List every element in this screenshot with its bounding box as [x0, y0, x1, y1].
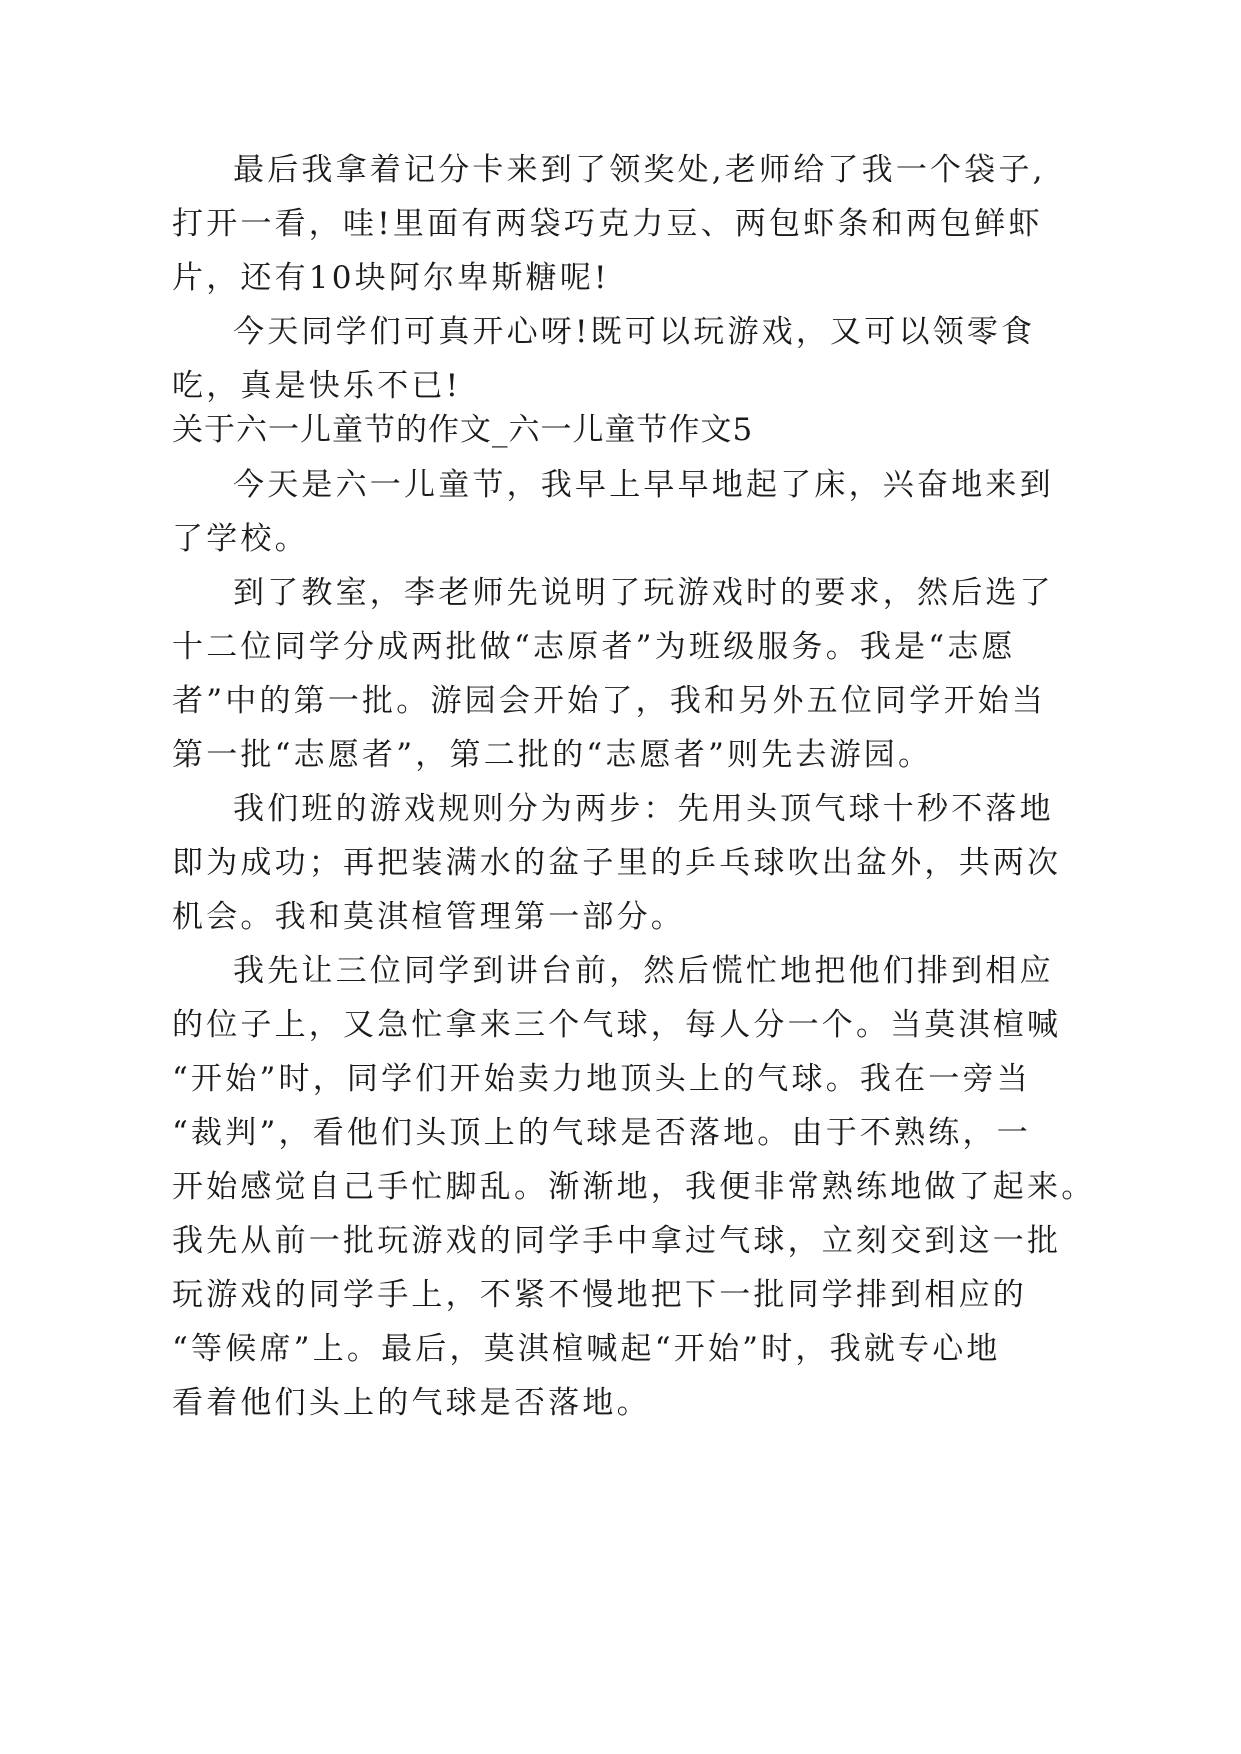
- text-line: 吃，真是快乐不已!: [172, 368, 462, 404]
- text-line: 最后我拿着记分卡来到了领奖处,老师给了我一个袋子,: [233, 152, 1046, 188]
- text-line: 机会。我和莫淇楦管理第一部分。: [172, 899, 685, 935]
- section-heading: 关于六一儿童节的作文_六一儿童节作文5: [172, 412, 754, 448]
- text-line: 了学校。: [172, 521, 309, 557]
- text-line: 我们班的游戏规则分为两步：先用头顶气球十秒不落地: [233, 791, 1054, 827]
- text-line: 第一批“志愿者”，第二批的“志愿者”则先去游园。: [172, 737, 933, 773]
- text-line: “裁判”，看他们头顶上的气球是否落地。由于不熟练，一: [172, 1115, 1031, 1151]
- text-line: 我先让三位同学到讲台前，然后慌忙地把他们排到相应: [233, 953, 1054, 989]
- text-line: 玩游戏的同学手上，不紧不慢地把下一批同学排到相应的: [172, 1277, 1027, 1313]
- text-line: 到了教室，李老师先说明了玩游戏时的要求，然后选了: [233, 575, 1054, 611]
- text-line: “开始”时，同学们开始卖力地顶头上的气球。我在一旁当: [172, 1061, 1031, 1097]
- text-line: “等候席”上。最后，莫淇楦喊起“开始”时，我就专心地: [172, 1331, 1001, 1367]
- text-line: 我先从前一批玩游戏的同学手中拿过气球，立刻交到这一批: [172, 1223, 1062, 1259]
- text-line: 打开一看，哇!里面有两袋巧克力豆、两包虾条和两包鲜虾: [172, 206, 1043, 242]
- text-line: 片，还有10块阿尔卑斯糖呢!: [172, 260, 610, 296]
- text-line: 十二位同学分成两批做“志原者”为班级服务。我是“志愿: [172, 629, 1016, 665]
- text-line: 的位子上，又急忙拿来三个气球，每人分一个。当莫淇楦喊: [172, 1007, 1062, 1043]
- text-line: 开始感觉自己手忙脚乱。渐渐地，我便非常熟练地做了起来。: [172, 1169, 1096, 1205]
- text-line: 者”中的第一批。游园会开始了，我和另外五位同学开始当: [172, 683, 1047, 719]
- text-line: 今天同学们可真开心呀!既可以玩游戏，又可以领零食: [233, 314, 1036, 350]
- text-line: 看着他们头上的气球是否落地。: [172, 1385, 651, 1421]
- text-line: 即为成功；再把装满水的盆子里的乒乓球吹出盆外，共两次: [172, 845, 1062, 881]
- text-line: 今天是六一儿童节，我早上早早地起了床，兴奋地来到: [233, 467, 1054, 503]
